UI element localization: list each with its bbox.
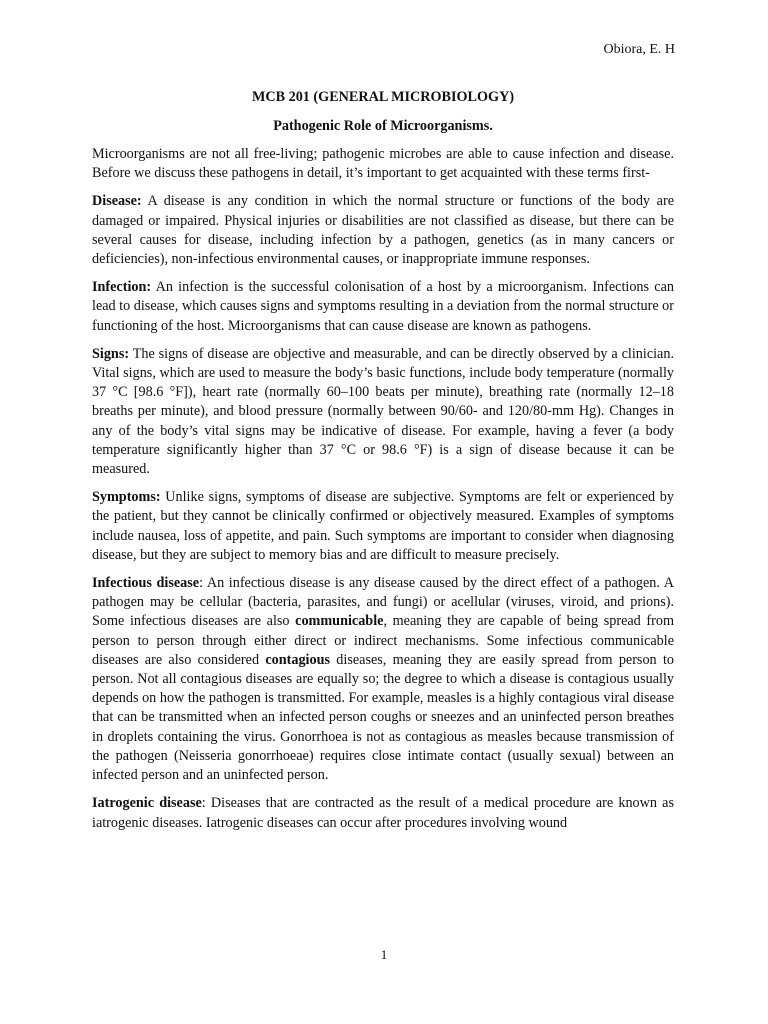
infectious-disease-text-2: , meaning they are capable of being spread from person to person through either direct or indirect mechanisms. Some infectious communicable diseases are also considered	[92, 613, 674, 668]
author-header: Obiora, E. H	[603, 42, 675, 57]
term-contagious: contagious	[265, 651, 330, 668]
document-title: MCB 201 (GENERAL MICROBIOLOGY)	[251, 89, 515, 105]
infection-paragraph	[92, 278, 674, 336]
iatrogenic-disease-definition: : Diseases that are contracted as the result of a medical procedure are known as iatrogenic diseases. Iatrogenic diseases can occur after procedures involving wound	[92, 795, 674, 831]
term-infectious-disease: Infectious disease	[92, 575, 200, 592]
term-symptoms: Symptoms:	[92, 489, 161, 506]
term-signs: Signs:	[92, 345, 130, 362]
symptoms-paragraph	[92, 488, 674, 565]
disease-paragraph	[92, 192, 674, 269]
infectious-disease-text-3: diseases, meaning they are easily spread from person to person. Not all contagious diseases are equally so; the degree to which a disease is contagious usually depends on how the pathogen is transmitted. For example, measles is a highly contagious viral disease that can be transmitted when an infected person coughs or sneezes and an uninfected person breathes in droplets containing the virus. Gonorrhoea is not as contagious as measles because transmission of the pathogen (Neisseria gonorrhoeae) requires close intimate contact (usually sexual) between an infected person and an uninfected person.	[92, 651, 674, 784]
disease-definition: A disease is any condition in which the normal structure or functions of the body are damaged or impaired. Physical injuries or disabilities are not classified as disease, but there can be several causes for disease, including infection by a pathogen, genetics (as in many cancers or deficiencies), non-infectious environmental causes, or inappropriate immune responses.	[92, 193, 674, 268]
signs-paragraph	[92, 345, 674, 479]
term-iatrogenic-disease: Iatrogenic disease	[92, 795, 202, 812]
document-subtitle: Pathogenic Role of Microorganisms.	[273, 118, 493, 134]
term-communicable: communicable	[295, 613, 384, 630]
page-number: 1	[380, 947, 388, 962]
intro-paragraph: Microorganisms are not all free-living; pathogenic microbes are able to cause infection and disease. Before we discuss these pathogens in detail, it’s important to get acquainted with these terms first-	[92, 146, 674, 182]
iatrogenic-disease-paragraph	[92, 794, 674, 832]
infectious-disease-text-1: : An infectious disease is any disease caused by the direct effect of a pathogen. A pathogen may be cellular (bacteria, parasites, and fungi) or acellular (viruses, viroid, and prions). Some infectious diseases are also	[92, 575, 675, 630]
document-body	[92, 145, 674, 842]
term-infection: Infection:	[92, 279, 152, 296]
signs-definition: The signs of disease are objective and measurable, and can be directly observed by a clinician. Vital signs, which are used to measure the body’s basic functions, include body temperature (normally 37 °C [98.6 °F]), heart rate (normally 60–100 beats per minute), breathing rate (normally 12–18 breaths per minute), and blood pressure (normally between 90/60- and 120/80-mm Hg). Changes in any of the body’s vital signs may be indicative of disease. For example, having a fever (a body temperature significantly higher than 37 °C or 98.6 °F) is a sign of disease because it can be measured.	[92, 345, 674, 478]
infectious-disease-paragraph	[92, 574, 674, 785]
term-disease: Disease:	[92, 193, 142, 210]
infection-definition: An infection is the successful colonisation of a host by a microorganism. Infections can lead to disease, which causes signs and symptoms resulting in a deviation from the normal structure or functioning of the host. Microorganisms that can cause disease are known as pathogens.	[92, 279, 674, 334]
symptoms-definition: Unlike signs, symptoms of disease are subjective. Symptoms are felt or experienced by the patient, but they cannot be clinically confirmed or objectively measured. Examples of symptoms include nausea, loss of appetite, and pain. Such symptoms are important to consider when diagnosing disease, but they are subject to memory bias and are difficult to measure precisely.	[92, 489, 674, 563]
